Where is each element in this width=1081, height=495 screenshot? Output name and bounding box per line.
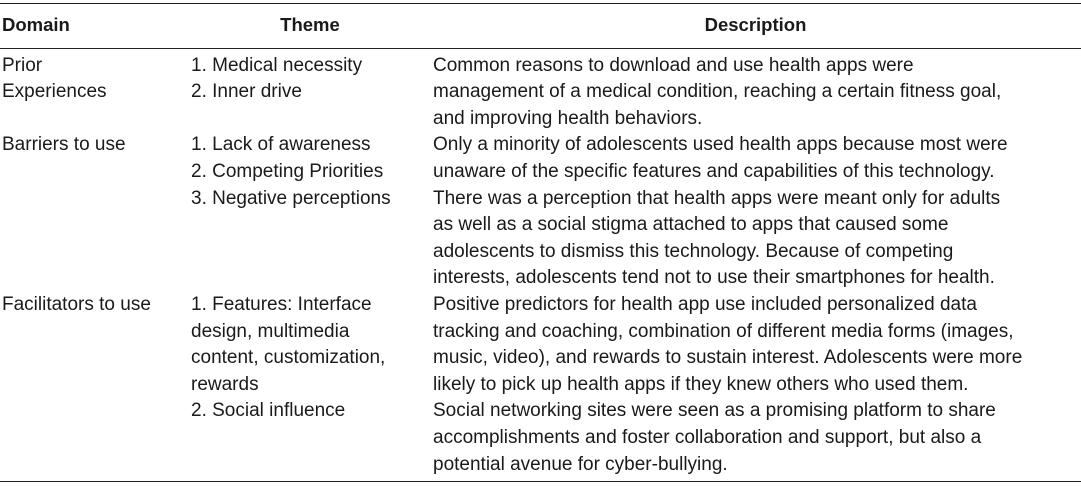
domain-text: Prior bbox=[2, 54, 43, 76]
table-row bbox=[0, 48, 1081, 132]
description-text: unaware of the specific features and capabilities of this technology. bbox=[433, 160, 995, 182]
theme-cell bbox=[190, 48, 430, 132]
themes-table bbox=[0, 3, 1081, 482]
description-text: adolescents to dismiss this technology. Because of competing bbox=[433, 240, 954, 262]
theme-item: content, customization, bbox=[191, 347, 386, 369]
description-text: potential avenue for cyber-bullying. bbox=[433, 453, 728, 475]
description-text: as well as a social stigma attached to apps that caused some bbox=[433, 214, 949, 236]
theme-item: 1. Medical necessity bbox=[191, 54, 363, 76]
domain-cell bbox=[0, 48, 190, 132]
table-header-row bbox=[0, 4, 1081, 49]
description-text: There was a perception that health apps were meant only for adults bbox=[433, 187, 1001, 209]
table-row bbox=[0, 292, 1081, 482]
description-text: music, video), and rewards to sustain interest. Adolescents were more bbox=[433, 347, 1023, 369]
description-text: likely to pick up health apps if they knew others who used them. bbox=[433, 373, 969, 395]
theme-item: 2. Inner drive bbox=[191, 81, 302, 103]
theme-item: rewards bbox=[191, 373, 259, 395]
domain-text: Facilitators to use bbox=[2, 293, 151, 315]
description-text: Social networking sites were seen as a promising platform to share bbox=[433, 400, 996, 422]
description-text: and improving health behaviors. bbox=[433, 107, 703, 129]
theme-cell bbox=[190, 132, 430, 292]
theme-item: 1. Lack of awareness bbox=[191, 134, 371, 156]
theme-cell bbox=[190, 292, 430, 482]
theme-item: 2. Social influence bbox=[191, 400, 346, 422]
theme-item: 2. Competing Priorities bbox=[191, 160, 384, 182]
theme-item: design, multimedia bbox=[191, 320, 350, 342]
theme-item: 3. Negative perceptions bbox=[191, 187, 391, 209]
header-theme: Theme bbox=[280, 14, 340, 35]
domain-text: Barriers to use bbox=[2, 134, 126, 156]
description-cell bbox=[430, 132, 1081, 292]
domain-cell bbox=[0, 132, 190, 292]
description-text: interests, adolescents tend not to use their smartphones for health. bbox=[433, 267, 995, 289]
header-description: Description bbox=[704, 14, 807, 35]
description-text: tracking and coaching, combination of different media forms (images, bbox=[433, 320, 1014, 342]
description-text: management of a medical condition, reaching a certain fitness goal, bbox=[433, 81, 1002, 103]
description-text: Only a minority of adolescents used health apps because most were bbox=[433, 134, 1008, 156]
description-text: accomplishments and foster collaboration and support, but also a bbox=[433, 426, 982, 448]
domain-text: Experiences bbox=[2, 81, 107, 103]
header-domain: Domain bbox=[2, 14, 70, 35]
theme-item: 1. Features: Interface bbox=[191, 293, 372, 315]
domain-cell bbox=[0, 292, 190, 482]
description-text: Positive predictors for health app use included personalized data bbox=[433, 293, 977, 315]
description-cell bbox=[430, 48, 1081, 132]
description-cell bbox=[430, 292, 1081, 482]
table-row bbox=[0, 132, 1081, 292]
description-text: Common reasons to download and use health apps were bbox=[433, 54, 914, 76]
